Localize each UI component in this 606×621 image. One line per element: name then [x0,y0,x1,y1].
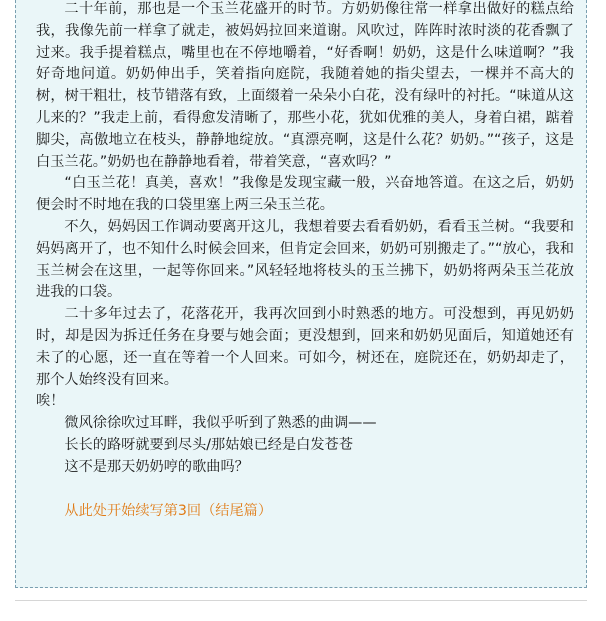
poem-line-3: 这不是那天奶奶哼的歌曲吗？ [64,458,249,475]
paragraph-2: “白玉兰花！真美，喜欢！”我像是发现宝藏一般，兴奋地答道。在这之后，奶奶便会时不时地在我的口袋里塞上两三朵玉兰花。 [36,175,574,214]
article-text [36,0,574,479]
poem-line-1: 微风徐徐吹过耳畔，我似乎听到了熟悉的曲调—— [64,415,377,432]
article-box [15,0,587,588]
paragraph-1: 二十年前，那也是一个玉兰花盛开的时节。方奶奶像往常一样拿出做好的糕点给我，我像先前一样拿了就走，被妈妈拉回来道谢。风吹过，阵阵时浓时淡的花香飘了过来。我手提着糕点，嘴里也在不停地嚼着，“好香啊！奶奶，这是什么味道啊？”我好奇地问道。奶奶伸出手，笑着指向庭院，我随着她的指尖望去，一棵并不高大的树，树干粗壮，枝节错落有致，上面缀着一朵朵小白花，没有绿叶的衬托。“味道从这儿来的？”我走上前，看得愈发清晰了，那些小花，犹如优雅的美人，身着白裙，踮着脚尖，高傲地立在枝头，静静地绽放。“真漂亮啊，这是什么花？奶奶。”“孩子，这是白玉兰花。”奶奶也在静静地看着，带着笑意，“喜欢吗？” [36,1,574,170]
paragraph-4: 二十多年过去了，花落花开，我再次回到小时熟悉的地方。可没想到，再见奶奶时，却是因为拆迁任务在身要与她会面；更没想到，回来和奶奶见面后，知道她还有未了的心愿，还一直在等着一个人回来。可如今，树还在，庭院还在，奶奶却走了，那个人始终没有回来。 [36,306,574,388]
exclamation-line: 唉！ [36,393,65,410]
paragraph-3: 不久，妈妈因工作调动要离开这儿，我想着要去看看奶奶，看看玉兰树。“我要和妈妈离开了，也不知什么时候会回来，但肯定会回来，奶奶可别搬走了。”“放心，我和玉兰树会在这里，一起等你回来。”风轻轻地将枝头的玉兰拂下，奶奶将两朵玉兰花放进我的口袋。 [36,218,574,301]
continue-writing-link[interactable]: 从此处开始续写第3回（结尾篇） [64,502,273,519]
poem-line-2: 长长的路呀就要到尽头/那姑娘已经是白发苍苍 [64,436,353,453]
footer-divider [15,600,587,601]
